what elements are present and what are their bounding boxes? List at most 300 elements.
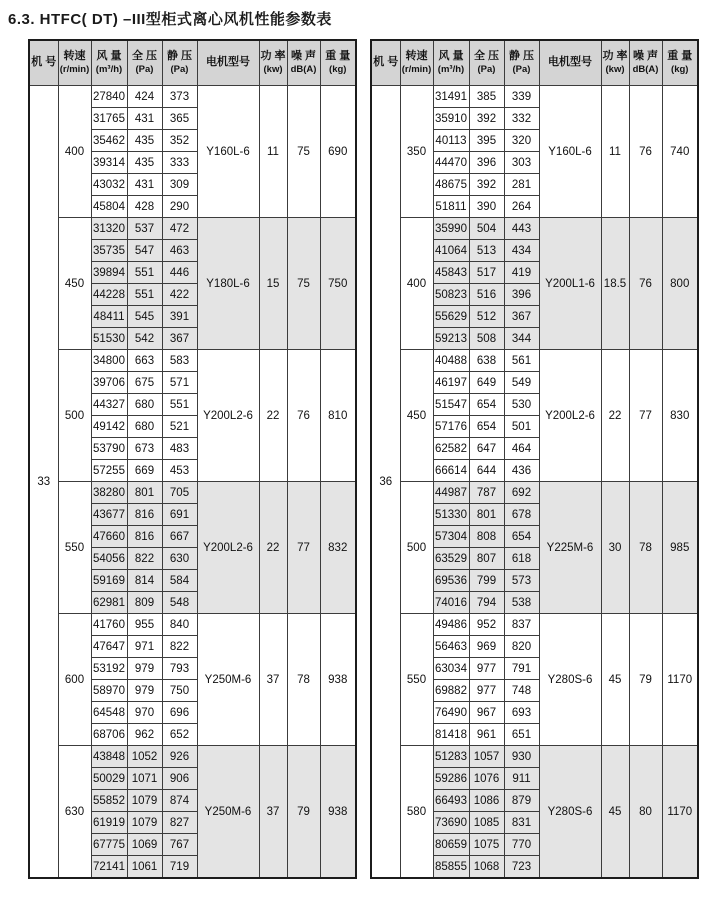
motor-model-cell: Y280S-6 — [539, 614, 601, 746]
col-header-unit: (Pa) — [512, 63, 531, 75]
static-pressure-cell: 831 — [504, 812, 539, 834]
static-pressure-cell: 446 — [162, 262, 197, 284]
table-row — [371, 218, 698, 240]
noise-cell: 76 — [629, 86, 662, 218]
col-header-unit: (kw) — [263, 63, 283, 75]
total-pressure-cell: 1076 — [469, 768, 504, 790]
power-cell: 45 — [601, 614, 629, 746]
flow-cell: 69882 — [433, 680, 469, 702]
weight-cell: 830 — [662, 350, 698, 482]
total-pressure-cell: 969 — [469, 636, 504, 658]
col-header-label: 转速 — [63, 50, 86, 63]
static-pressure-cell: 367 — [504, 306, 539, 328]
power-cell: 11 — [259, 86, 287, 218]
flow-cell: 55629 — [433, 306, 469, 328]
total-pressure-cell: 663 — [127, 350, 162, 372]
noise-cell: 78 — [629, 482, 662, 614]
flow-cell: 57176 — [433, 416, 469, 438]
total-pressure-cell: 435 — [127, 152, 162, 174]
total-pressure-cell: 787 — [469, 482, 504, 504]
table-row — [371, 86, 698, 108]
weight-cell: 1170 — [662, 746, 698, 879]
power-cell: 37 — [259, 614, 287, 746]
total-pressure-cell: 807 — [469, 548, 504, 570]
flow-cell: 41064 — [433, 240, 469, 262]
flow-cell: 51547 — [433, 394, 469, 416]
col-header-flow — [91, 40, 127, 86]
static-pressure-cell: 822 — [162, 636, 197, 658]
total-pressure-cell: 516 — [469, 284, 504, 306]
noise-cell: 76 — [629, 218, 662, 350]
total-pressure-cell: 435 — [127, 130, 162, 152]
flow-cell: 73690 — [433, 812, 469, 834]
total-pressure-cell: 504 — [469, 218, 504, 240]
col-header-total-pressure — [469, 40, 504, 86]
static-pressure-cell: 521 — [162, 416, 197, 438]
total-pressure-cell: 799 — [469, 570, 504, 592]
total-pressure-cell: 1071 — [127, 768, 162, 790]
static-pressure-cell: 654 — [504, 526, 539, 548]
col-header-unit: (Pa) — [170, 63, 189, 75]
flow-cell: 48411 — [91, 306, 127, 328]
weight-cell: 690 — [320, 86, 356, 218]
flow-cell: 43032 — [91, 174, 127, 196]
static-pressure-cell: 434 — [504, 240, 539, 262]
speed-cell: 550 — [58, 482, 91, 614]
total-pressure-cell: 794 — [469, 592, 504, 614]
static-pressure-cell: 667 — [162, 526, 197, 548]
total-pressure-cell: 392 — [469, 174, 504, 196]
flow-cell: 53192 — [91, 658, 127, 680]
noise-cell: 80 — [629, 746, 662, 879]
weight-cell: 938 — [320, 614, 356, 746]
static-pressure-cell: 352 — [162, 130, 197, 152]
static-pressure-cell: 373 — [162, 86, 197, 108]
flow-cell: 45843 — [433, 262, 469, 284]
static-pressure-cell: 483 — [162, 438, 197, 460]
table-row — [29, 350, 356, 372]
flow-cell: 80659 — [433, 834, 469, 856]
total-pressure-cell: 392 — [469, 108, 504, 130]
flow-cell: 51283 — [433, 746, 469, 768]
col-header-static-pressure — [504, 40, 539, 86]
col-header-label: 噪 声 — [290, 50, 317, 63]
motor-model-cell: Y160L-6 — [539, 86, 601, 218]
static-pressure-cell: 303 — [504, 152, 539, 174]
flow-cell: 62981 — [91, 592, 127, 614]
table-row — [29, 614, 356, 636]
total-pressure-cell: 967 — [469, 702, 504, 724]
motor-model-cell: Y200L1-6 — [539, 218, 601, 350]
flow-cell: 31765 — [91, 108, 127, 130]
power-cell: 15 — [259, 218, 287, 350]
col-header-label: 机 号 — [31, 56, 57, 69]
noise-cell: 79 — [287, 746, 320, 879]
col-header-unit: (r/min) — [401, 63, 432, 75]
flow-cell: 44228 — [91, 284, 127, 306]
flow-cell: 44470 — [433, 152, 469, 174]
flow-cell: 51811 — [433, 196, 469, 218]
power-cell: 30 — [601, 482, 629, 614]
total-pressure-cell: 428 — [127, 196, 162, 218]
col-header-label: 静 压 — [166, 50, 193, 63]
col-header-label: 转速 — [405, 50, 428, 63]
flow-cell: 67775 — [91, 834, 127, 856]
total-pressure-cell: 1069 — [127, 834, 162, 856]
flow-cell: 51330 — [433, 504, 469, 526]
static-pressure-cell: 691 — [162, 504, 197, 526]
col-header-speed — [400, 40, 433, 86]
total-pressure-cell: 1086 — [469, 790, 504, 812]
static-pressure-cell: 443 — [504, 218, 539, 240]
noise-cell: 79 — [629, 614, 662, 746]
tables-container — [28, 39, 720, 879]
flow-cell: 49142 — [91, 416, 127, 438]
static-pressure-cell: 827 — [162, 812, 197, 834]
flow-cell: 35735 — [91, 240, 127, 262]
speed-cell: 500 — [400, 482, 433, 614]
flow-cell: 39894 — [91, 262, 127, 284]
total-pressure-cell: 977 — [469, 658, 504, 680]
flow-cell: 47660 — [91, 526, 127, 548]
flow-cell: 64548 — [91, 702, 127, 724]
col-header-motor-model — [539, 40, 601, 86]
static-pressure-cell: 463 — [162, 240, 197, 262]
total-pressure-cell: 649 — [469, 372, 504, 394]
total-pressure-cell: 390 — [469, 196, 504, 218]
fan-table-right — [370, 39, 699, 879]
speed-cell: 630 — [58, 746, 91, 879]
total-pressure-cell: 542 — [127, 328, 162, 350]
flow-cell: 56463 — [433, 636, 469, 658]
noise-cell: 75 — [287, 218, 320, 350]
flow-cell: 61919 — [91, 812, 127, 834]
header-row — [371, 40, 698, 86]
noise-cell: 78 — [287, 614, 320, 746]
col-header-speed — [58, 40, 91, 86]
static-pressure-cell: 748 — [504, 680, 539, 702]
col-header-noise — [629, 40, 662, 86]
power-cell: 11 — [601, 86, 629, 218]
static-pressure-cell: 840 — [162, 614, 197, 636]
col-header-static-pressure — [162, 40, 197, 86]
static-pressure-cell: 367 — [162, 328, 197, 350]
noise-cell: 75 — [287, 86, 320, 218]
total-pressure-cell: 952 — [469, 614, 504, 636]
static-pressure-cell: 453 — [162, 460, 197, 482]
static-pressure-cell: 926 — [162, 746, 197, 768]
table-row — [29, 482, 356, 504]
power-cell: 22 — [259, 350, 287, 482]
motor-model-cell: Y250M-6 — [197, 614, 259, 746]
power-cell: 37 — [259, 746, 287, 879]
motor-model-cell: Y200L2-6 — [539, 350, 601, 482]
static-pressure-cell: 396 — [504, 284, 539, 306]
power-cell: 22 — [601, 350, 629, 482]
total-pressure-cell: 638 — [469, 350, 504, 372]
total-pressure-cell: 385 — [469, 86, 504, 108]
static-pressure-cell: 422 — [162, 284, 197, 306]
static-pressure-cell: 652 — [162, 724, 197, 746]
static-pressure-cell: 693 — [504, 702, 539, 724]
total-pressure-cell: 644 — [469, 460, 504, 482]
col-header-label: 全 压 — [131, 50, 158, 63]
flow-cell: 76490 — [433, 702, 469, 724]
flow-cell: 53790 — [91, 438, 127, 460]
flow-cell: 31491 — [433, 86, 469, 108]
flow-cell: 44987 — [433, 482, 469, 504]
static-pressure-cell: 501 — [504, 416, 539, 438]
static-pressure-cell: 281 — [504, 174, 539, 196]
col-header-unit: (r/min) — [59, 63, 90, 75]
static-pressure-cell: 538 — [504, 592, 539, 614]
machine-no-cell: 36 — [371, 86, 400, 879]
page — [0, 8, 720, 879]
col-header-label: 风 量 — [96, 50, 122, 63]
total-pressure-cell: 1068 — [469, 856, 504, 879]
flow-cell: 35990 — [433, 218, 469, 240]
flow-cell: 54056 — [91, 548, 127, 570]
motor-model-cell: Y280S-6 — [539, 746, 601, 879]
weight-cell: 810 — [320, 350, 356, 482]
weight-cell: 740 — [662, 86, 698, 218]
speed-cell: 550 — [400, 614, 433, 746]
col-header-label: 重 量 — [667, 50, 693, 63]
noise-cell: 77 — [629, 350, 662, 482]
total-pressure-cell: 979 — [127, 680, 162, 702]
static-pressure-cell: 723 — [504, 856, 539, 879]
flow-cell: 39314 — [91, 152, 127, 174]
table-row — [371, 746, 698, 768]
total-pressure-cell: 396 — [469, 152, 504, 174]
total-pressure-cell: 551 — [127, 262, 162, 284]
flow-cell: 57304 — [433, 526, 469, 548]
col-header-unit: (Pa) — [477, 63, 496, 75]
static-pressure-cell: 692 — [504, 482, 539, 504]
col-header-machine-no — [29, 40, 58, 86]
flow-cell: 27840 — [91, 86, 127, 108]
col-header-power — [259, 40, 287, 86]
col-header-machine-no — [371, 40, 400, 86]
col-header-unit: dB(A) — [632, 63, 659, 75]
static-pressure-cell: 309 — [162, 174, 197, 196]
col-header-label: 电机型号 — [206, 56, 250, 69]
flow-cell: 43677 — [91, 504, 127, 526]
total-pressure-cell: 512 — [469, 306, 504, 328]
col-header-label: 电机型号 — [548, 56, 592, 69]
total-pressure-cell: 1075 — [469, 834, 504, 856]
static-pressure-cell: 472 — [162, 218, 197, 240]
col-header-label: 全 压 — [473, 50, 500, 63]
table-row — [371, 482, 698, 504]
static-pressure-cell: 791 — [504, 658, 539, 680]
total-pressure-cell: 955 — [127, 614, 162, 636]
static-pressure-cell: 573 — [504, 570, 539, 592]
flow-cell: 59213 — [433, 328, 469, 350]
total-pressure-cell: 395 — [469, 130, 504, 152]
weight-cell: 750 — [320, 218, 356, 350]
flow-cell: 35910 — [433, 108, 469, 130]
speed-cell: 580 — [400, 746, 433, 879]
static-pressure-cell: 879 — [504, 790, 539, 812]
fan-table-left — [28, 39, 357, 879]
flow-cell: 66493 — [433, 790, 469, 812]
total-pressure-cell: 1079 — [127, 790, 162, 812]
col-header-label: 机 号 — [373, 56, 399, 69]
weight-cell: 985 — [662, 482, 698, 614]
col-header-label: 功 率 — [602, 50, 628, 63]
static-pressure-cell: 571 — [162, 372, 197, 394]
table-row — [29, 218, 356, 240]
flow-cell: 68706 — [91, 724, 127, 746]
total-pressure-cell: 431 — [127, 174, 162, 196]
total-pressure-cell: 673 — [127, 438, 162, 460]
static-pressure-cell: 618 — [504, 548, 539, 570]
page-title: 6.3. HTFC( DT) –III型柜式离心风机性能参数表 — [8, 11, 332, 28]
static-pressure-cell: 464 — [504, 438, 539, 460]
static-pressure-cell: 290 — [162, 196, 197, 218]
static-pressure-cell: 651 — [504, 724, 539, 746]
table-row — [29, 86, 356, 108]
total-pressure-cell: 816 — [127, 504, 162, 526]
speed-cell: 400 — [58, 86, 91, 218]
total-pressure-cell: 654 — [469, 416, 504, 438]
col-header-unit: (kw) — [605, 63, 625, 75]
static-pressure-cell: 549 — [504, 372, 539, 394]
col-header-label: 重 量 — [325, 50, 351, 63]
col-header-flow — [433, 40, 469, 86]
col-header-unit: (Pa) — [135, 63, 154, 75]
total-pressure-cell: 654 — [469, 394, 504, 416]
static-pressure-cell: 339 — [504, 86, 539, 108]
total-pressure-cell: 979 — [127, 658, 162, 680]
flow-cell: 58970 — [91, 680, 127, 702]
static-pressure-cell: 264 — [504, 196, 539, 218]
speed-cell: 450 — [400, 350, 433, 482]
flow-cell: 35462 — [91, 130, 127, 152]
total-pressure-cell: 1052 — [127, 746, 162, 768]
noise-cell: 77 — [287, 482, 320, 614]
static-pressure-cell: 630 — [162, 548, 197, 570]
flow-cell: 72141 — [91, 856, 127, 879]
total-pressure-cell: 1061 — [127, 856, 162, 879]
total-pressure-cell: 517 — [469, 262, 504, 284]
flow-cell: 38280 — [91, 482, 127, 504]
total-pressure-cell: 424 — [127, 86, 162, 108]
flow-cell: 39706 — [91, 372, 127, 394]
flow-cell: 59169 — [91, 570, 127, 592]
flow-cell: 31320 — [91, 218, 127, 240]
flow-cell: 43848 — [91, 746, 127, 768]
static-pressure-cell: 332 — [504, 108, 539, 130]
static-pressure-cell: 770 — [504, 834, 539, 856]
flow-cell: 62582 — [433, 438, 469, 460]
col-header-unit: (kg) — [671, 63, 689, 75]
speed-cell: 350 — [400, 86, 433, 218]
static-pressure-cell: 419 — [504, 262, 539, 284]
table-body — [371, 86, 698, 879]
col-header-label: 风 量 — [438, 50, 464, 63]
static-pressure-cell: 678 — [504, 504, 539, 526]
total-pressure-cell: 961 — [469, 724, 504, 746]
col-header-power — [601, 40, 629, 86]
col-header-weight — [320, 40, 356, 86]
header-row — [29, 40, 356, 86]
total-pressure-cell: 508 — [469, 328, 504, 350]
static-pressure-cell: 696 — [162, 702, 197, 724]
flow-cell: 74016 — [433, 592, 469, 614]
flow-cell: 49486 — [433, 614, 469, 636]
col-header-unit: (m³/h) — [95, 63, 123, 75]
flow-cell: 48675 — [433, 174, 469, 196]
speed-cell: 600 — [58, 614, 91, 746]
static-pressure-cell: 583 — [162, 350, 197, 372]
flow-cell: 69536 — [433, 570, 469, 592]
static-pressure-cell: 551 — [162, 394, 197, 416]
motor-model-cell: Y160L-6 — [197, 86, 259, 218]
static-pressure-cell: 391 — [162, 306, 197, 328]
total-pressure-cell: 545 — [127, 306, 162, 328]
col-header-label: 噪 声 — [632, 50, 659, 63]
total-pressure-cell: 680 — [127, 416, 162, 438]
weight-cell: 1170 — [662, 614, 698, 746]
col-header-weight — [662, 40, 698, 86]
static-pressure-cell: 561 — [504, 350, 539, 372]
weight-cell: 938 — [320, 746, 356, 879]
flow-cell: 46197 — [433, 372, 469, 394]
total-pressure-cell: 1085 — [469, 812, 504, 834]
static-pressure-cell: 750 — [162, 680, 197, 702]
total-pressure-cell: 431 — [127, 108, 162, 130]
flow-cell: 41760 — [91, 614, 127, 636]
flow-cell: 34800 — [91, 350, 127, 372]
flow-cell: 59286 — [433, 768, 469, 790]
static-pressure-cell: 548 — [162, 592, 197, 614]
static-pressure-cell: 820 — [504, 636, 539, 658]
flow-cell: 50029 — [91, 768, 127, 790]
total-pressure-cell: 808 — [469, 526, 504, 548]
col-header-unit: dB(A) — [290, 63, 317, 75]
weight-cell: 800 — [662, 218, 698, 350]
total-pressure-cell: 680 — [127, 394, 162, 416]
static-pressure-cell: 793 — [162, 658, 197, 680]
static-pressure-cell: 344 — [504, 328, 539, 350]
motor-model-cell: Y200L2-6 — [197, 482, 259, 614]
machine-no-cell: 33 — [29, 86, 58, 879]
total-pressure-cell: 1057 — [469, 746, 504, 768]
static-pressure-cell: 906 — [162, 768, 197, 790]
flow-cell: 47647 — [91, 636, 127, 658]
flow-cell: 51530 — [91, 328, 127, 350]
total-pressure-cell: 809 — [127, 592, 162, 614]
flow-cell: 63034 — [433, 658, 469, 680]
static-pressure-cell: 911 — [504, 768, 539, 790]
flow-cell: 57255 — [91, 460, 127, 482]
total-pressure-cell: 537 — [127, 218, 162, 240]
static-pressure-cell: 365 — [162, 108, 197, 130]
static-pressure-cell: 333 — [162, 152, 197, 174]
static-pressure-cell: 767 — [162, 834, 197, 856]
table-row — [371, 614, 698, 636]
col-header-unit: (m³/h) — [437, 63, 465, 75]
table-body — [29, 86, 356, 879]
total-pressure-cell: 816 — [127, 526, 162, 548]
flow-cell: 50823 — [433, 284, 469, 306]
total-pressure-cell: 675 — [127, 372, 162, 394]
static-pressure-cell: 874 — [162, 790, 197, 812]
col-header-unit: (kg) — [329, 63, 347, 75]
motor-model-cell: Y200L2-6 — [197, 350, 259, 482]
